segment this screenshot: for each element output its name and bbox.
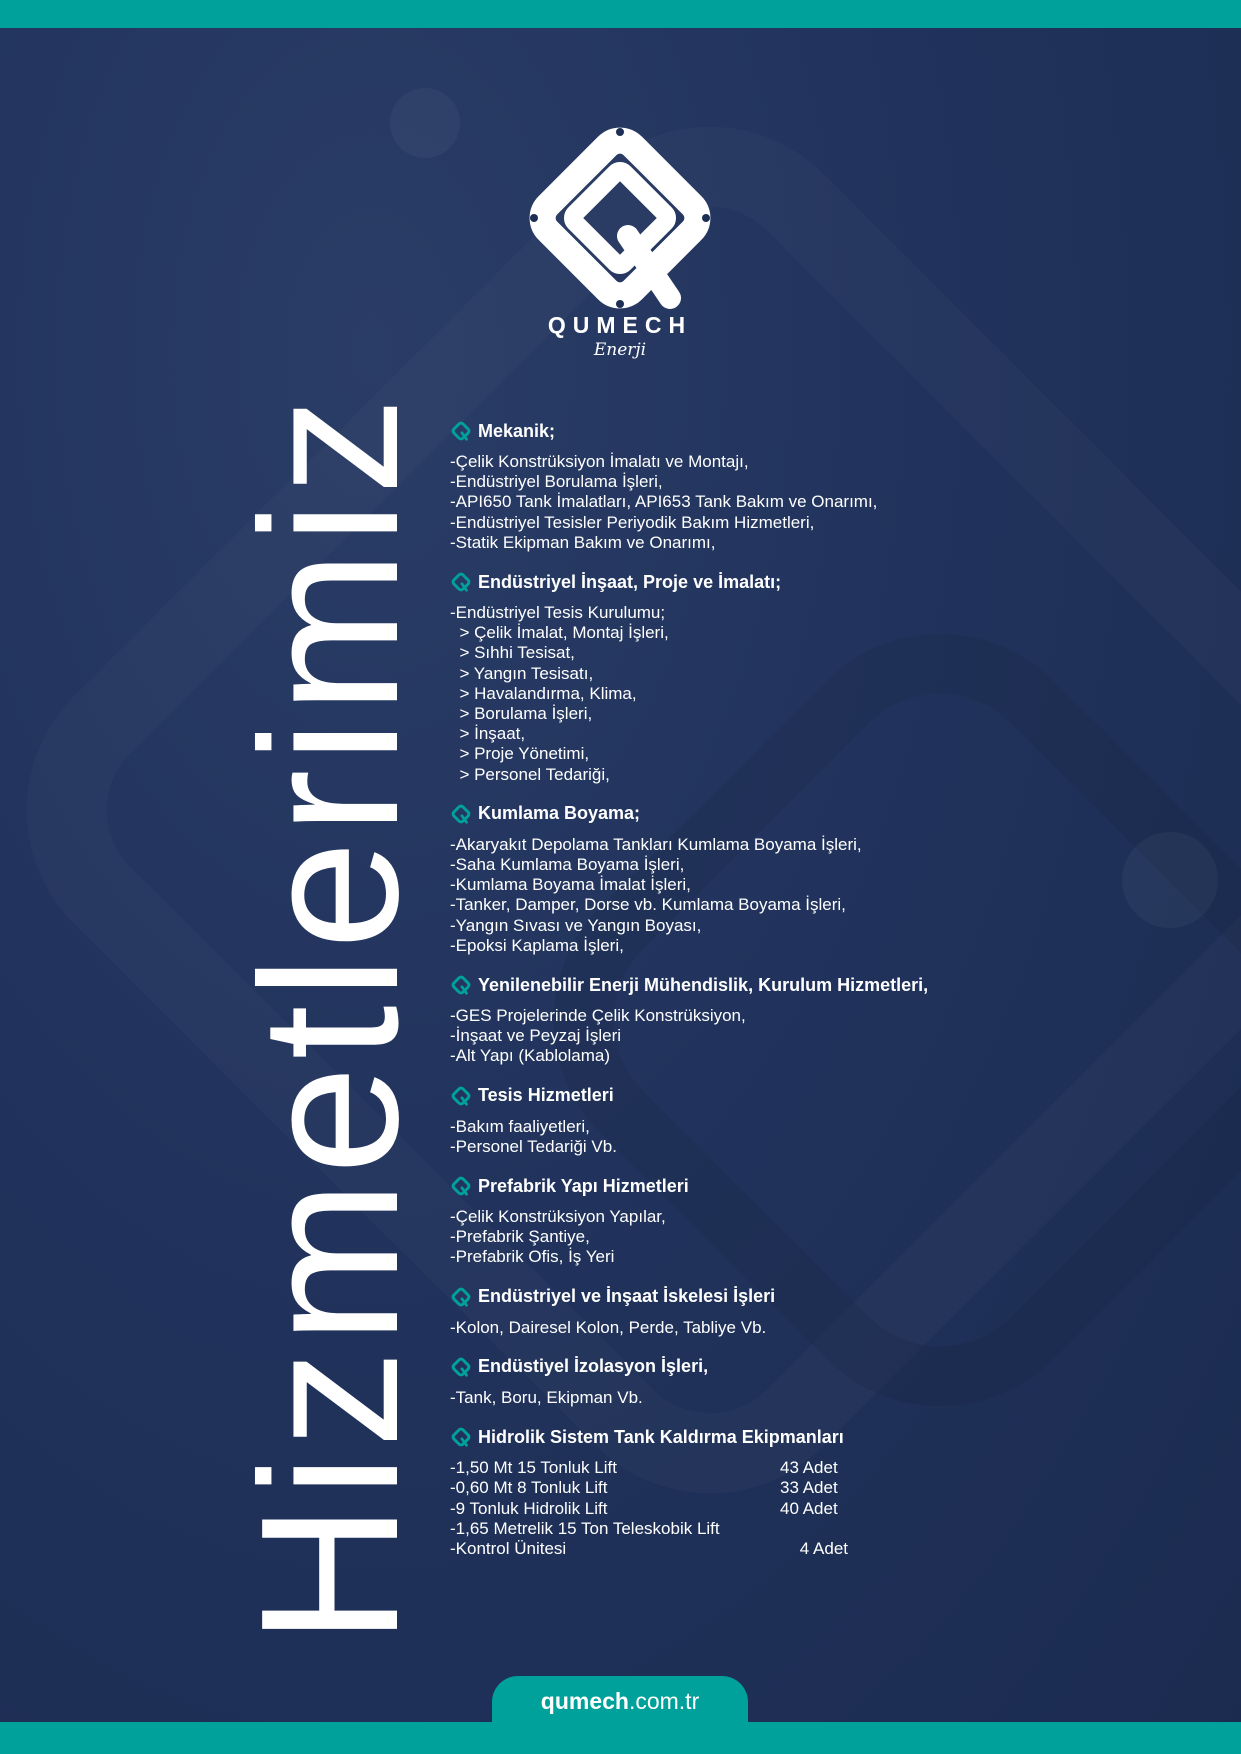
table-row [450,1458,1210,1478]
list-item: -Endüstriyel Tesisler Periyodik Bakım Hizmetleri, [450,512,815,532]
section-heading [450,1085,1210,1107]
table-row [450,1519,1210,1539]
q-logo-icon [450,571,472,593]
section-heading [450,420,1210,442]
list-item: -Alt Yapı (Kablolama) [450,1046,610,1066]
list-item: -Bakım faaliyetleri, [450,1116,590,1136]
equipment-name: -Kontrol Ünitesi [450,1538,567,1558]
list-item: > Çelik İmalat, Montaj İşleri, [450,623,669,643]
table-row [450,1539,1210,1559]
list-item: -Epoksi Kaplama İşleri, [450,935,624,955]
equipment-quantity [780,1519,900,1539]
section-title: Yenilenebilir Enerji Mühendislik, Kurulum Hizmetleri, [478,974,929,995]
list-item: > Borulama İşleri, [450,704,593,724]
list-item: > Personel Tedariği, [450,764,610,784]
list-item: -Tank, Boru, Ekipman Vb. [450,1387,643,1407]
section-heading [450,803,1210,825]
page-title: Hizmetlerimiz [220,390,439,1645]
list-item: > İnşaat, [450,724,526,744]
q-logo-icon [450,1286,472,1308]
service-section [450,420,1210,553]
list-item: -Tanker, Damper, Dorse vb. Kumlama Boyama İşleri, [450,895,846,915]
section-title: Prefabrik Yapı Hizmetleri [478,1175,689,1196]
section-title: Endüstriyel İnşaat, Proje ve İmalatı; [478,571,782,592]
q-logo-icon [450,1175,472,1197]
qumech-logo-icon [520,118,720,318]
q-logo-icon [450,974,472,996]
equipment-section [450,1426,1210,1559]
section-items [450,1006,1210,1067]
brand-name: QUMECH [547,312,693,338]
service-section [450,571,1210,785]
list-item: -İnşaat ve Peyzaj İşleri [450,1026,622,1046]
list-item: > Sıhhi Tesisat, [450,643,575,663]
list-item: -Endüstriyel Borulama İşleri, [450,472,663,492]
section-heading [450,1175,1210,1197]
top-accent-bar [0,0,1241,28]
table-row [450,1478,1210,1498]
section-title: Tesis Hizmetleri [478,1085,614,1106]
service-section [450,1286,1210,1338]
service-section [450,803,1210,956]
background-circle [390,88,460,158]
list-item: > Havalandırma, Klima, [450,683,637,703]
section-items [450,835,1210,956]
service-section [450,1175,1210,1268]
section-heading [450,974,1210,996]
list-item: -GES Projelerinde Çelik Konstrüksiyon, [450,1006,746,1026]
section-heading [450,571,1210,593]
website-link[interactable] [492,1676,748,1726]
section-title: Hidrolik Sistem Tank Kaldırma Ekipmanları [478,1426,844,1447]
equipment-quantity: 40 Adet [780,1498,838,1518]
section-title: Kumlama Boyama; [478,803,641,824]
website-domain: qumech [540,1688,629,1714]
list-item: -Çelik Konstrüksiyon Yapılar, [450,1207,666,1227]
equipment-name: -1,65 Metrelik 15 Ton Teleskobik Lift [450,1518,720,1538]
section-items [450,1207,1210,1268]
list-item: -Personel Tedariği Vb. [450,1136,617,1156]
equipment-quantity: 43 Adet [780,1458,838,1478]
list-item: -Saha Kumlama Boyama İşleri, [450,855,685,875]
equipment-name: -9 Tonluk Hidrolik Lift [450,1498,608,1518]
brand-subtitle: Enerji [593,340,647,360]
equipment-quantity: 4 Adet [799,1538,848,1558]
website-tld: .com.tr [628,1688,700,1714]
list-item: -Prefabrik Şantiye, [450,1227,590,1247]
list-item: -Çelik Konstrüksiyon İmalatı ve Montajı, [450,452,749,471]
section-items [450,603,1210,785]
services-list [450,420,1210,1577]
q-logo-icon [450,420,472,442]
section-title: Endüstiyel İzolasyon İşleri, [478,1356,709,1377]
table-row [450,1499,1210,1519]
equipment-name: -0,60 Mt 8 Tonluk Lift [450,1478,608,1498]
section-items [450,1117,1210,1157]
list-item: -Statik Ekipman Bakım ve Onarımı, [450,532,716,552]
list-item: -Kumlama Boyama İmalat İşleri, [450,875,691,895]
equipment-quantity: 33 Adet [780,1478,838,1498]
section-heading [450,1426,1210,1448]
q-logo-icon [450,1356,472,1378]
service-section [450,1356,1210,1408]
section-items [450,1318,1210,1338]
section-heading [450,1286,1210,1308]
section-items [450,1388,1210,1408]
bottom-accent-bar [0,1722,1241,1754]
q-logo-icon [450,1426,472,1448]
service-section [450,974,1210,1067]
section-items [450,452,1210,553]
section-title: Mekanik; [478,420,556,441]
list-item: > Yangın Tesisatı, [450,663,594,683]
list-item: -API650 Tank İmalatları, API653 Tank Bakım ve Onarımı, [450,492,878,512]
list-item: -Prefabrik Ofis, İş Yeri [450,1247,615,1267]
vertical-title-wrapper [220,390,439,1645]
q-logo-icon [450,803,472,825]
service-section [450,1085,1210,1157]
list-item: -Endüstriyel Tesis Kurulumu; [450,603,666,623]
list-item: -Akaryakıt Depolama Tankları Kumlama Boyama İşleri, [450,834,862,854]
list-item: -Kolon, Dairesel Kolon, Perde, Tabliye Vb. [450,1317,767,1337]
list-item: -Yangın Sıvası ve Yangın Boyası, [450,915,702,935]
section-heading [450,1356,1210,1378]
list-item: > Proje Yönetimi, [450,744,590,764]
equipment-name: -1,50 Mt 15 Tonluk Lift [450,1458,617,1478]
section-title: Endüstriyel ve İnşaat İskelesi İşleri [478,1286,776,1307]
q-logo-icon [450,1085,472,1107]
